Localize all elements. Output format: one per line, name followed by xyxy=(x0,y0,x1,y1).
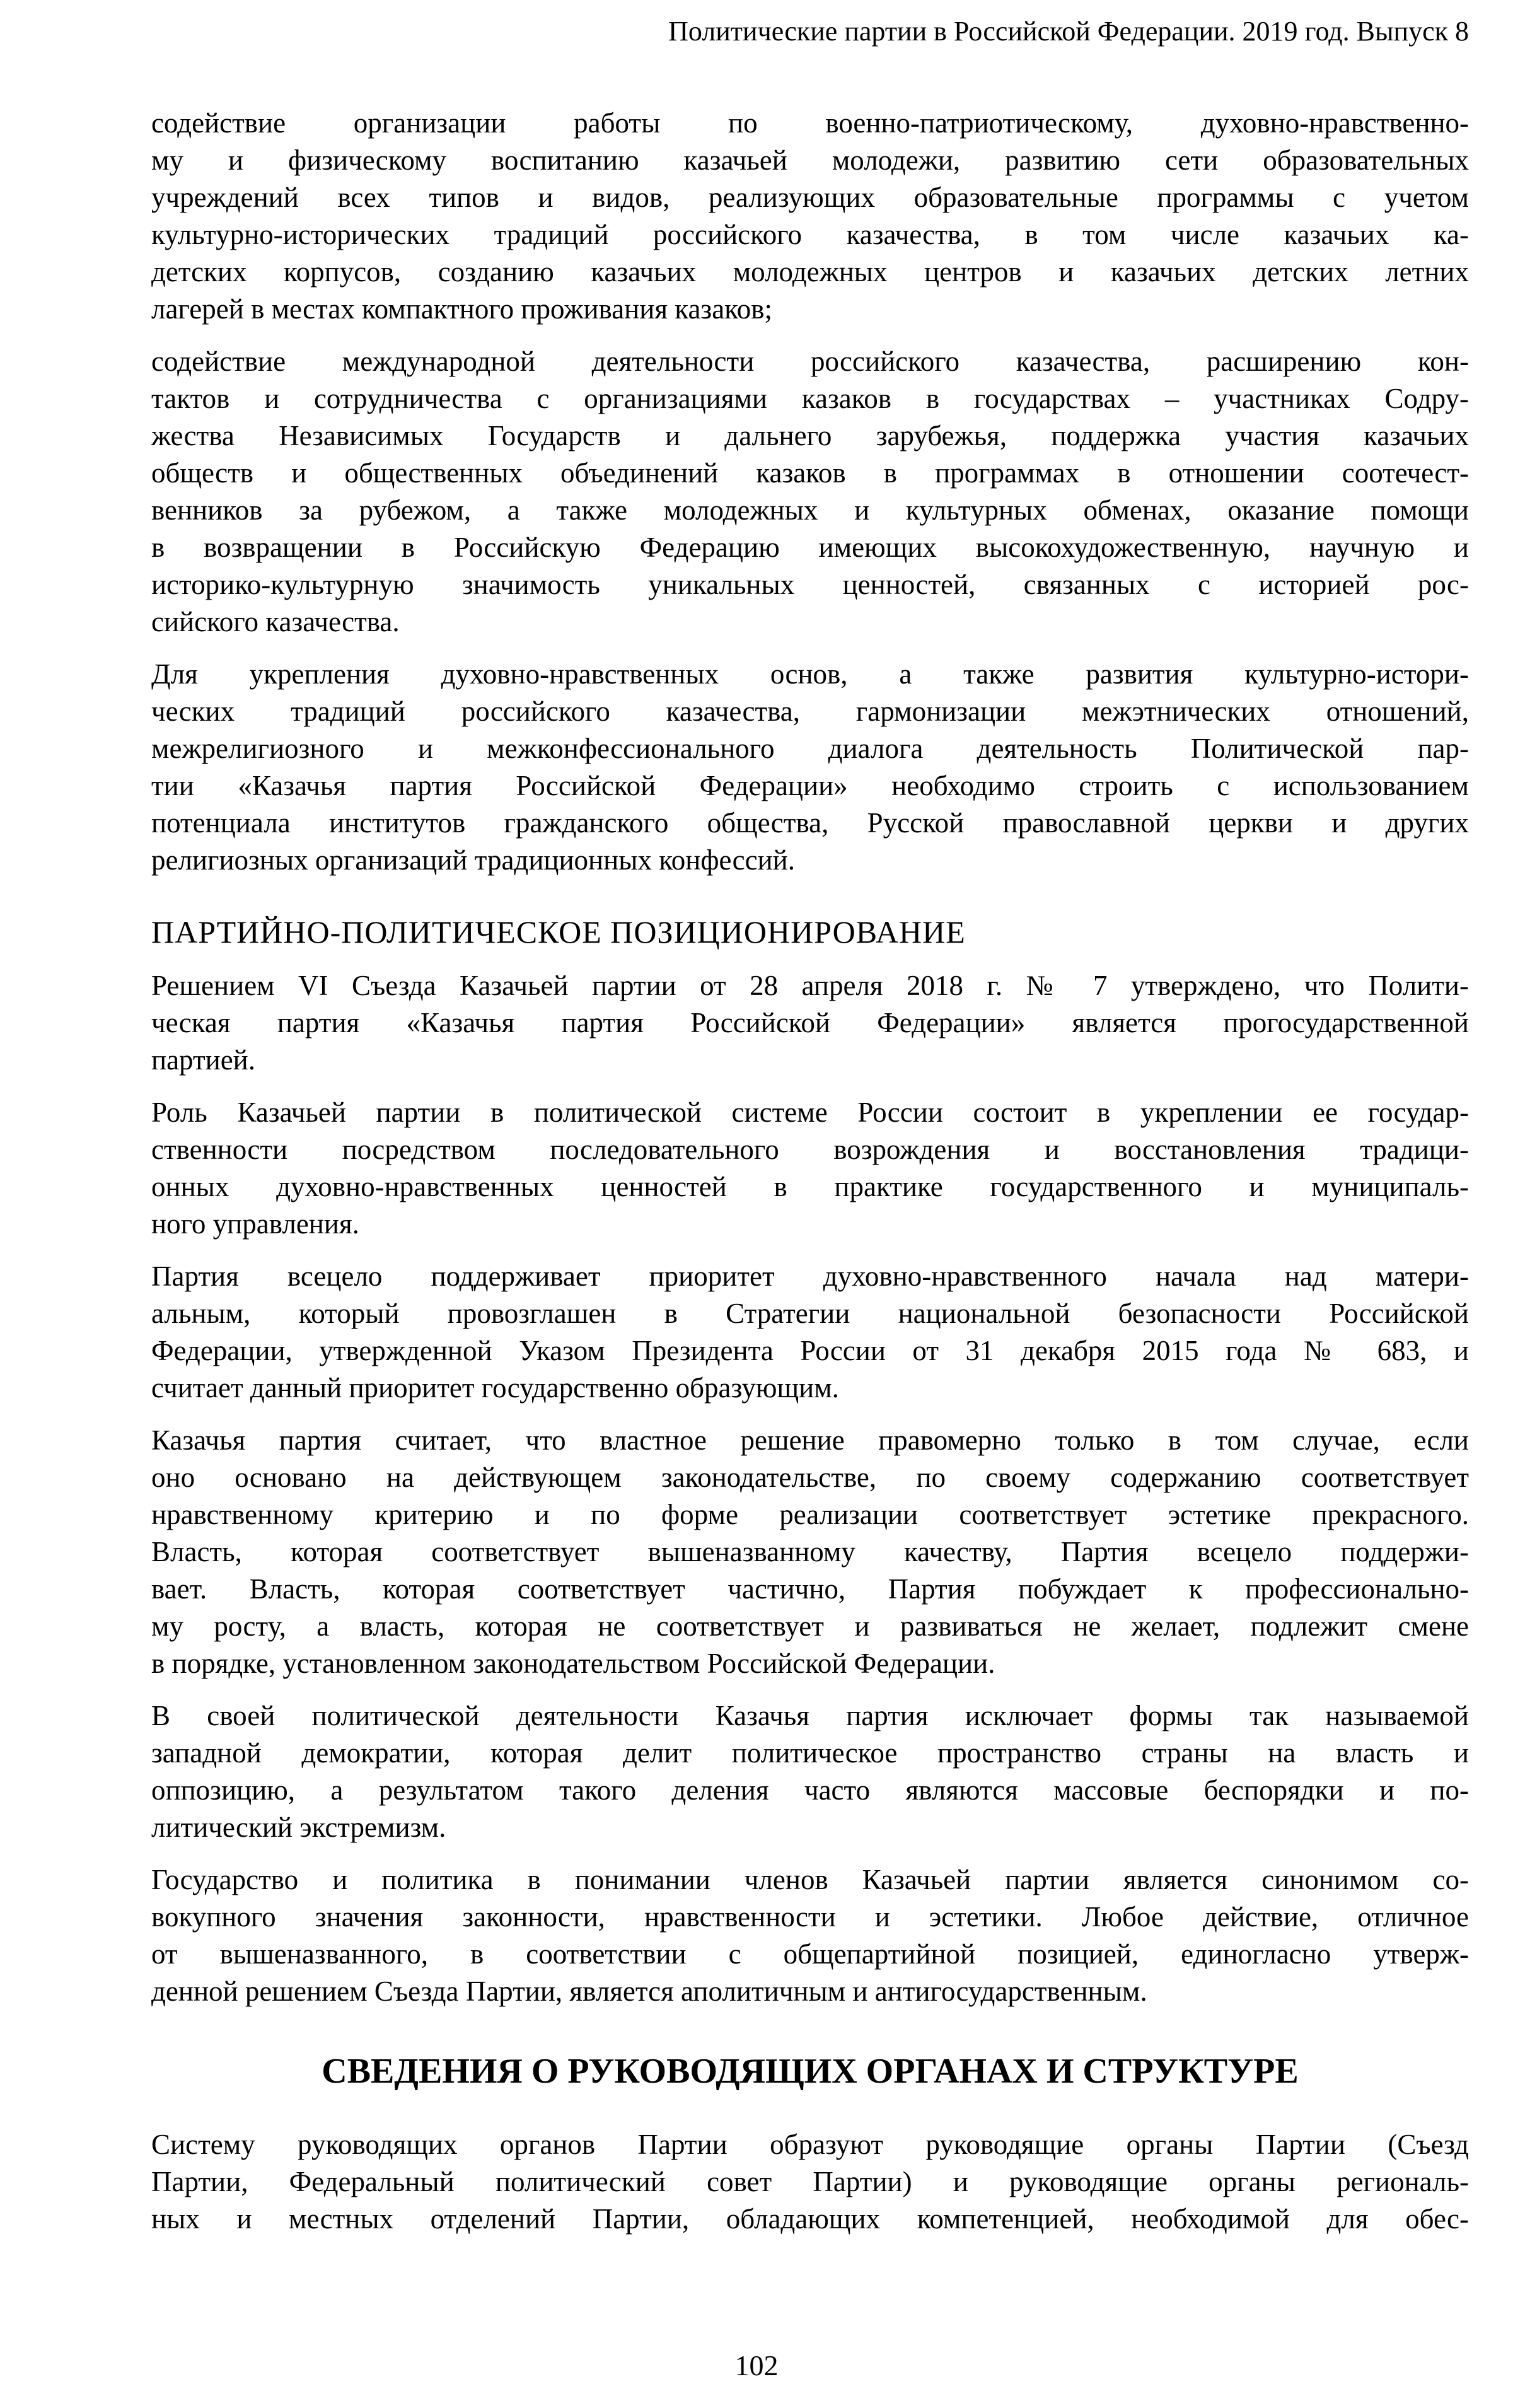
paragraph-line: денной решением Съезда Партии, является аполитичным и антигосударственным. xyxy=(151,1975,1147,2007)
paragraph-line: ного управления. xyxy=(151,1208,359,1240)
paragraph-line: культурно-исторических традиций российского казачества, в том числе казачьих ка- xyxy=(151,219,1469,250)
paragraph-line: Систему руководящих органов Партии образуют руководящие органы Партии (Съезд xyxy=(151,2129,1469,2160)
paragraph-line: Партии, Федеральный политический совет Партии) и руководящие органы региональ- xyxy=(151,2166,1469,2197)
paragraph-line: Партия всецело поддерживает приоритет духовно-нравственного начала над матери- xyxy=(151,1260,1469,1292)
paragraph xyxy=(151,1697,1469,1846)
paragraph xyxy=(151,1258,1469,1407)
paragraph-line: ных и местных отделений Партии, обладающих компетенцией, необходимой для обес- xyxy=(151,2203,1469,2235)
paragraph-line: учреждений всех типов и видов, реализующих образовательные программы с учетом xyxy=(151,182,1469,213)
paragraph-line: ческая партия «Казачья партия Российской Федерации» является прогосударственной xyxy=(151,1007,1469,1038)
paragraph-line: религиозных организаций традиционных конфессий. xyxy=(151,844,795,876)
paragraph-line: обществ и общественных объединений казаков в программах в отношении соотечест- xyxy=(151,457,1469,489)
paragraph xyxy=(151,343,1469,641)
paragraph-line: Федерации, утвержденной Указом Президента России от 31 декабря 2015 года № 683, и xyxy=(151,1335,1469,1366)
paragraph-line: вокупного значения законности, нравственности и эстетики. Любое действие, отличное xyxy=(151,1901,1469,1933)
page-body xyxy=(151,105,1469,2253)
paragraph-line: вает. Власть, которая соответствует частично, Партия побуждает к профессионально- xyxy=(151,1573,1469,1605)
paragraph-line: ственности посредством последовательного возрождения и восстановления традици- xyxy=(151,1134,1469,1165)
paragraph-line: оппозицию, а результатом такого деления часто являются массовые беспорядки и по- xyxy=(151,1774,1469,1806)
paragraph-line: детских корпусов, созданию казачьих молодежных центров и казачьих детских летних xyxy=(151,256,1469,288)
paragraph-line: нравственному критерию и по форме реализации соответствует эстетике прекрасного. xyxy=(151,1499,1469,1530)
paragraph xyxy=(151,656,1469,879)
paragraph-line: тии «Казачья партия Российской Федерации» необходимо строить с использованием xyxy=(151,770,1469,801)
paragraph-line: оно основано на действующем законодательстве, по своему содержанию соответствует xyxy=(151,1462,1469,1493)
paragraph-line: западной демократии, которая делит политическое пространство страны на власть и xyxy=(151,1737,1469,1769)
paragraph xyxy=(151,1861,1469,2010)
paragraph-line: Казачья партия считает, что властное решение правомерно только в том случае, если xyxy=(151,1424,1469,1456)
paragraph-line: от вышеназванного, в соответствии с общепартийной позицией, единогласно утверж- xyxy=(151,1938,1469,1970)
paragraph-line: в возвращении в Российскую Федерацию имеющих высокохудожественную, научную и xyxy=(151,532,1469,563)
paragraph-line: тактов и сотрудничества с организациями казаков в государствах – участниках Содру- xyxy=(151,383,1469,414)
paragraph xyxy=(151,1422,1469,1682)
chapter-heading: СВЕДЕНИЯ О РУКОВОДЯЩИХ ОРГАНАХ И СТРУКТУРЕ xyxy=(322,2052,1299,2091)
paragraph xyxy=(151,105,1469,328)
paragraph-line: считает данный приоритет государственно образующим. xyxy=(151,1372,839,1404)
paragraph-line: жества Независимых Государств и дальнего зарубежья, поддержка участия казачьих xyxy=(151,420,1469,451)
running-header: Политические партии в Российской Федерации. 2019 год. Выпуск 8 xyxy=(668,16,1469,47)
paragraph-line: Власть, которая соответствует вышеназванному качеству, Партия всецело поддержи- xyxy=(151,1536,1469,1568)
paragraph-line: Для укрепления духовно-нравственных основ, а также развития культурно-истори- xyxy=(151,658,1469,690)
paragraph-line: Решением VI Съезда Казачьей партии от 28 апреля 2018 г. № 7 утверждено, что Полити- xyxy=(151,970,1469,1001)
paragraph-line: лагерей в местах компактного проживания казаков; xyxy=(151,293,773,325)
paragraph xyxy=(151,1094,1469,1243)
paragraph-line: содействие международной деятельности российского казачества, расширению кон- xyxy=(151,346,1469,377)
paragraph-line: Роль Казачьей партии в политической системе России состоит в укреплении ее государ- xyxy=(151,1096,1469,1128)
paragraph-line: историко-культурную значимость уникальных ценностей, связанных с историей рос- xyxy=(151,569,1469,600)
paragraph-line: му росту, а власть, которая не соответствует и развиваться не желает, подлежит смене xyxy=(151,1610,1469,1642)
paragraph-line: альным, который провозглашен в Стратегии национальной безопасности Российской xyxy=(151,1298,1469,1329)
paragraph-line: в порядке, установленном законодательством Российской Федерации. xyxy=(151,1648,995,1679)
paragraph-line: межрелигиозного и межконфессионального диалога деятельность Политической пар- xyxy=(151,733,1469,764)
paragraph-line: литический экстремизм. xyxy=(151,1812,446,1843)
paragraph-line: сийского казачества. xyxy=(151,606,400,637)
paragraph xyxy=(151,967,1469,1079)
page-number: 102 xyxy=(734,2349,779,2382)
paragraph xyxy=(151,2126,1469,2238)
paragraph-line: потенциала институтов гражданского общества, Русской православной церкви и других xyxy=(151,807,1469,839)
paragraph-line: ческих традиций российского казачества, гармонизации межэтнических отношений, xyxy=(151,695,1469,727)
paragraph-line: В своей политической деятельности Казачья партия исключает формы так называемой xyxy=(151,1700,1469,1731)
paragraph-line: онных духовно-нравственных ценностей в практике государственного и муниципаль- xyxy=(151,1171,1469,1202)
section-heading: ПАРТИЙНО-ПОЛИТИЧЕСКОЕ ПОЗИЦИОНИРОВАНИЕ xyxy=(151,914,966,950)
paragraph-line: му и физическому воспитанию казачьей молодежи, развитию сети образовательных xyxy=(151,144,1469,176)
paragraph-line: содействие организации работы по военно-патриотическому, духовно-нравственно- xyxy=(151,107,1469,139)
paragraph-line: Государство и политика в понимании членов Казачьей партии является синонимом со- xyxy=(151,1864,1469,1895)
paragraph-line: партией. xyxy=(151,1044,256,1076)
paragraph-line: венников за рубежом, а также молодежных и культурных обменах, оказание помощи xyxy=(151,494,1469,526)
